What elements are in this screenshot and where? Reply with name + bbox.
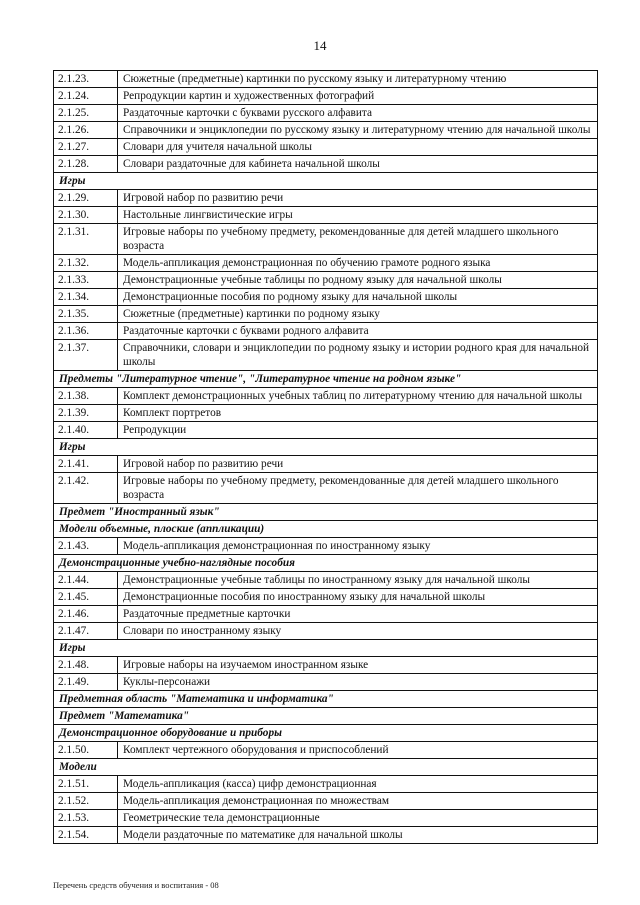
section-title: Игры [54, 640, 598, 657]
item-description: Демонстрационные учебные таблицы по иностранному языку для начальной школы [118, 572, 598, 589]
item-number: 2.1.37. [54, 340, 118, 371]
item-number: 2.1.46. [54, 606, 118, 623]
item-number: 2.1.25. [54, 105, 118, 122]
section-title: Предметная область "Математика и информатика" [54, 691, 598, 708]
item-description: Репродукции [118, 422, 598, 439]
item-description: Справочники, словари и энциклопедии по родному языку и истории родного края для начальной школы [118, 340, 598, 371]
section-header-row [54, 504, 598, 521]
section-title: Демонстрационные учебно-наглядные пособия [54, 555, 598, 572]
item-number: 2.1.48. [54, 657, 118, 674]
table-body [54, 71, 598, 844]
item-number: 2.1.35. [54, 306, 118, 323]
item-number: 2.1.42. [54, 473, 118, 504]
table-row [54, 623, 598, 640]
item-description: Игровые наборы по учебному предмету, рекомендованные для детей младшего школьного возраста [118, 473, 598, 504]
table-row [54, 272, 598, 289]
section-header-row [54, 708, 598, 725]
section-header-row [54, 555, 598, 572]
item-description: Игровые наборы на изучаемом иностранном языке [118, 657, 598, 674]
table-row [54, 190, 598, 207]
item-number: 2.1.47. [54, 623, 118, 640]
item-number: 2.1.33. [54, 272, 118, 289]
page-footer: Перечень средств обучения и воспитания - 08 [53, 880, 219, 890]
section-title: Предметы "Литературное чтение", "Литературное чтение на родном языке" [54, 371, 598, 388]
table-row [54, 422, 598, 439]
item-number: 2.1.27. [54, 139, 118, 156]
section-header-row [54, 759, 598, 776]
table-row [54, 88, 598, 105]
item-number: 2.1.23. [54, 71, 118, 88]
section-header-row [54, 640, 598, 657]
item-number: 2.1.44. [54, 572, 118, 589]
item-description: Демонстрационные пособия по родному языку для начальной школы [118, 289, 598, 306]
table-row [54, 122, 598, 139]
table-row [54, 289, 598, 306]
item-description: Модель-аппликация демонстрационная по иностранному языку [118, 538, 598, 555]
item-description: Игровой набор по развитию речи [118, 456, 598, 473]
table-row [54, 538, 598, 555]
table-row [54, 456, 598, 473]
item-number: 2.1.26. [54, 122, 118, 139]
section-title: Предмет "Иностранный язык" [54, 504, 598, 521]
item-number: 2.1.24. [54, 88, 118, 105]
section-header-row [54, 691, 598, 708]
table-row [54, 793, 598, 810]
item-description: Геометрические тела демонстрационные [118, 810, 598, 827]
item-description: Словари по иностранному языку [118, 623, 598, 640]
item-number: 2.1.54. [54, 827, 118, 844]
table-row [54, 306, 598, 323]
table-row [54, 473, 598, 504]
item-description: Сюжетные (предметные) картинки по русскому языку и литературному чтению [118, 71, 598, 88]
section-header-row [54, 725, 598, 742]
section-header-row [54, 521, 598, 538]
item-description: Модель-аппликация демонстрационная по множествам [118, 793, 598, 810]
table-row [54, 405, 598, 422]
item-description: Словари раздаточные для кабинета начальной школы [118, 156, 598, 173]
table-row [54, 657, 598, 674]
item-number: 2.1.43. [54, 538, 118, 555]
item-number: 2.1.41. [54, 456, 118, 473]
item-description: Комплект демонстрационных учебных таблиц по литературному чтению для начальной школы [118, 388, 598, 405]
table-row [54, 105, 598, 122]
item-description: Демонстрационные пособия по иностранному языку для начальной школы [118, 589, 598, 606]
section-title: Модели [54, 759, 598, 776]
item-number: 2.1.45. [54, 589, 118, 606]
table-row [54, 776, 598, 793]
table-row [54, 827, 598, 844]
item-description: Репродукции картин и художественных фотографий [118, 88, 598, 105]
item-description: Игровые наборы по учебному предмету, рекомендованные для детей младшего школьного возраста [118, 224, 598, 255]
page-number: 14 [313, 38, 327, 53]
table-row [54, 71, 598, 88]
item-number: 2.1.31. [54, 224, 118, 255]
section-title: Модели объемные, плоские (аппликации) [54, 521, 598, 538]
item-description: Модель-аппликация демонстрационная по обучению грамоте родного языка [118, 255, 598, 272]
item-description: Комплект портретов [118, 405, 598, 422]
table-row [54, 323, 598, 340]
section-header-row [54, 439, 598, 456]
table-row [54, 674, 598, 691]
table-row [54, 224, 598, 255]
item-description: Раздаточные карточки с буквами родного алфавита [118, 323, 598, 340]
section-title: Игры [54, 173, 598, 190]
item-description: Справочники и энциклопедии по русскому языку и литературному чтению для начальной школы [118, 122, 598, 139]
table-row [54, 156, 598, 173]
item-number: 2.1.50. [54, 742, 118, 759]
item-number: 2.1.51. [54, 776, 118, 793]
table-row [54, 589, 598, 606]
table-row [54, 810, 598, 827]
table-row [54, 340, 598, 371]
item-description: Игровой набор по развитию речи [118, 190, 598, 207]
table-row [54, 606, 598, 623]
item-number: 2.1.28. [54, 156, 118, 173]
item-description: Демонстрационные учебные таблицы по родному языку для начальной школы [118, 272, 598, 289]
item-number: 2.1.39. [54, 405, 118, 422]
section-title: Игры [54, 439, 598, 456]
item-number: 2.1.38. [54, 388, 118, 405]
item-description: Словари для учителя начальной школы [118, 139, 598, 156]
item-description: Раздаточные предметные карточки [118, 606, 598, 623]
item-number: 2.1.32. [54, 255, 118, 272]
item-number: 2.1.29. [54, 190, 118, 207]
item-number: 2.1.53. [54, 810, 118, 827]
item-description: Куклы-персонажи [118, 674, 598, 691]
item-number: 2.1.40. [54, 422, 118, 439]
item-number: 2.1.52. [54, 793, 118, 810]
section-title: Предмет "Математика" [54, 708, 598, 725]
item-number: 2.1.36. [54, 323, 118, 340]
item-description: Раздаточные карточки с буквами русского алфавита [118, 105, 598, 122]
table-row [54, 139, 598, 156]
item-number: 2.1.34. [54, 289, 118, 306]
item-number: 2.1.30. [54, 207, 118, 224]
section-title: Демонстрационное оборудование и приборы [54, 725, 598, 742]
item-description: Сюжетные (предметные) картинки по родному языку [118, 306, 598, 323]
table-row [54, 255, 598, 272]
item-description: Комплект чертежного оборудования и приспособлений [118, 742, 598, 759]
table-row [54, 207, 598, 224]
item-description: Настольные лингвистические игры [118, 207, 598, 224]
table-row [54, 388, 598, 405]
table-row [54, 572, 598, 589]
section-header-row [54, 173, 598, 190]
item-number: 2.1.49. [54, 674, 118, 691]
equipment-table [53, 70, 598, 844]
table-row [54, 742, 598, 759]
item-description: Модели раздаточные по математике для начальной школы [118, 827, 598, 844]
section-header-row [54, 371, 598, 388]
item-description: Модель-аппликация (касса) цифр демонстрационная [118, 776, 598, 793]
